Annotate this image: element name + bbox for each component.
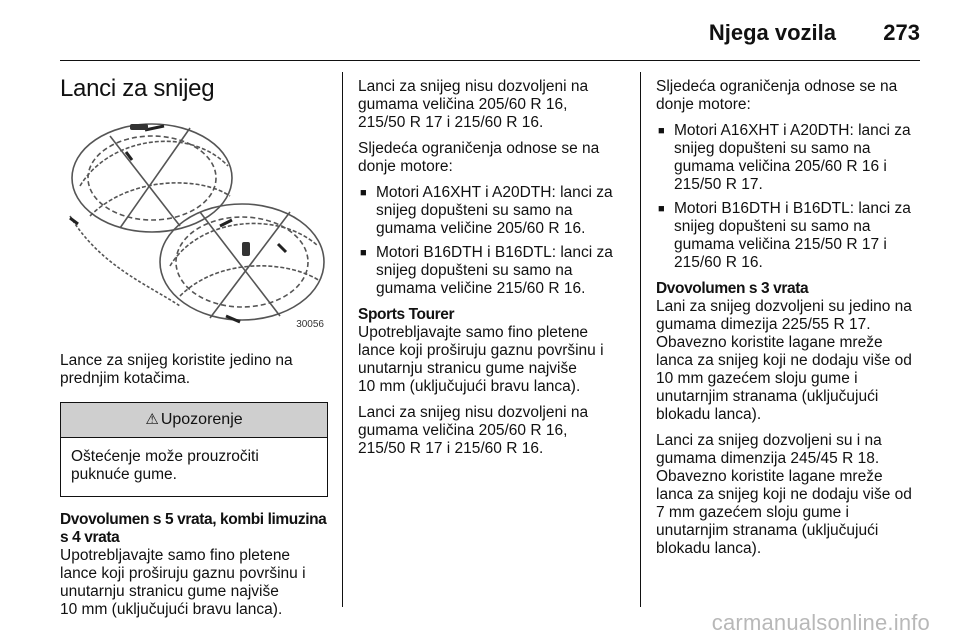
bullet-icon: ■ [360, 247, 367, 259]
paragraph-engine-restrictions: Sljedeća ograničenja odnose se na donje motore: [358, 140, 600, 175]
paragraph-not-allowed-2: Lanci za snijeg nisu dozvoljeni na gumama veličina 205/60 R 16, 215/50 R 17 i 215/60 R 16. [358, 404, 589, 457]
warning-title: Upozorenje [160, 411, 243, 428]
section-title: Lanci za snijeg [60, 75, 215, 102]
warning-triangle-icon: ⚠ [145, 411, 159, 428]
engine-list [656, 122, 922, 272]
bullet-icon: ■ [360, 187, 367, 199]
list-item: ■ Motori A16XHT i A20DTH: lanci za snijeg dopušteni su samo na gumama veličine 205/60 R 16. [360, 184, 613, 237]
paragraph-engine-restrictions: Sljedeća ograničenja odnose se na donje motore: [656, 78, 898, 113]
list-item: ■ Motori B16DTH i B16DTL: lanci za snijeg dopušteni su samo na gumama veličine 215/60 R 16. [360, 244, 613, 297]
column-1 [60, 70, 328, 627]
list-item: ■ Motori A16XHT i A20DTH: lanci za snijeg dopušteni su samo na gumama veličina 205/60 R 16 i 215/50 R 17. [658, 122, 911, 193]
warning-box [60, 402, 328, 497]
snow-chains-drawing [60, 116, 328, 334]
list-item: ■ Motori B16DTH i B16DTL: lanci za snijeg dopušteni su samo na gumama veličina 215/50 R 17 i 215/60 R 16. [658, 200, 911, 271]
column-3 [656, 78, 922, 566]
bullet-icon: ■ [658, 203, 665, 215]
snow-chains-illustration [60, 116, 328, 334]
intro-text: Lance za snijeg koristite jedino na prednjim kotačima. [60, 352, 293, 387]
page-number: 273 [883, 20, 920, 45]
subheading-3-door: Dvovolumen s 3 vrata [656, 280, 809, 297]
footer-watermark: carmanualsonline.info [711, 610, 930, 635]
paragraph-not-allowed: Lanci za snijeg nisu dozvoljeni na gumama veličina 205/60 R 16, 215/50 R 17 i 215/60 R 16. [358, 78, 589, 131]
subheading-5-door: Dvovolumen s 5 vrata, kombi limuzina s 4 vrata [60, 511, 327, 546]
figure-number: 30056 [296, 319, 324, 330]
column-divider-right [640, 72, 641, 607]
paragraph-5-door: Upotrebljavajte samo fino pletene lance koji proširuju gaznu površinu i unutarnju stranicu gume najviše 10 mm (uključujući bravu lanca). [60, 547, 306, 618]
warning-header [61, 403, 327, 438]
subheading-sports-tourer: Sports Tourer [358, 306, 455, 323]
paragraph-sports-tourer: Upotrebljavajte samo fino pletene lance koji proširuju gaznu površinu i unutarnju stranicu gume najviše 10 mm (uključujući bravu lanca). [358, 324, 604, 395]
header-rule [60, 60, 920, 61]
bullet-icon: ■ [658, 125, 665, 137]
paragraph-3-door-225: Lani za snijeg dozvoljeni su jedino na gumama dimezija 225/55 R 17. Obavezno koristite lagane mreže lanca za snijeg koji ne dodaju više od 10 mm gazećem sloju gume i unutarnjim stranama (uključujući blokadu lanca). [656, 298, 912, 423]
warning-text: Oštećenje može prouzročiti puknuće gume. [71, 448, 259, 483]
header-title: Njega vozila [708, 20, 836, 45]
column-2 [358, 78, 628, 466]
column-divider-left [342, 72, 343, 607]
paragraph-3-door-245: Lanci za snijeg dozvoljeni su i na gumama dimenzija 245/45 R 18. Obavezno koristite lagane mreže lanca za snijeg koji ne dodaju više od 7 mm gazećem sloju gume i unutarnjim stranama (uključujući blokadu lanca). [656, 432, 912, 557]
engine-list [358, 184, 628, 298]
